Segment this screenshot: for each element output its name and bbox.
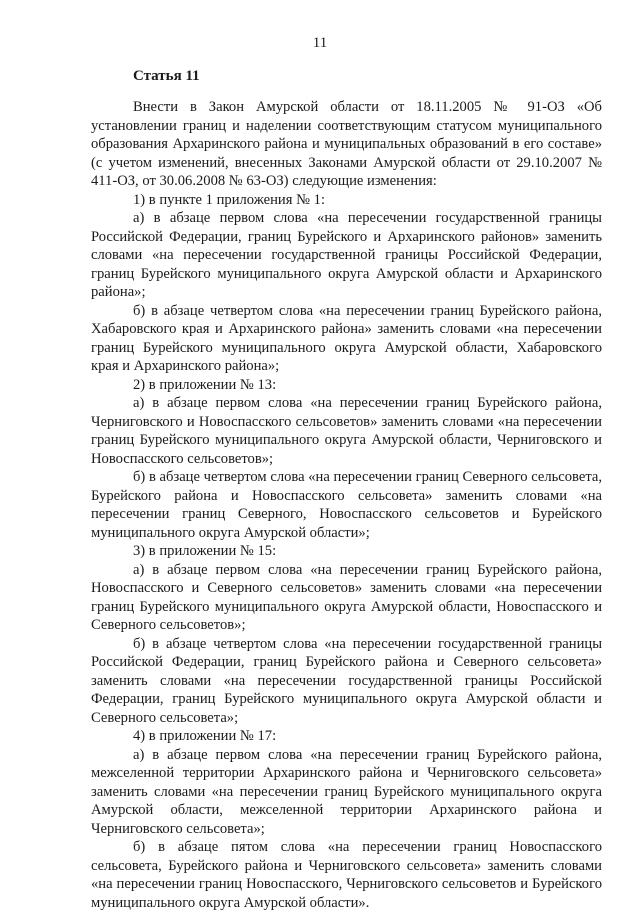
paragraph-item-3b: б) в абзаце четвертом слова «на пересечении государственной границы Российской Федерации, границ Бурейского района и Северного сельсовета» заменить словами «на пересечении государственной границы Российской Федерации, границ Бурейского муниципального округа Амурской области и Северного сельсовета»; xyxy=(91,635,602,726)
paragraph-item-4a: а) в абзаце первом слова «на пересечении границ Бурейского района, межселенной территории Архаринского района и Черниговского сельсовета» заменить словами «на пересечении границ Бурейского муниципального округа Амурской области, межселенной территории Архаринского района и Черниговского сельсовета»; xyxy=(91,746,602,837)
page-number: 11 xyxy=(312,35,328,51)
paragraph-item-4: 4) в приложении № 17: xyxy=(133,728,277,744)
paragraph-item-1: 1) в пункте 1 приложения № 1: xyxy=(133,191,326,208)
paragraph-item-3a: а) в абзаце первом слова «на пересечении границ Бурейского района, Новоспасского и Северного сельсоветов» заменить словами «на пересечении границ Бурейского муниципального округа Амурской области, Новоспасского и Северного сельсоветов»; xyxy=(91,561,602,633)
paragraph-item-2b: б) в абзаце четвертом слова «на пересечении границ Северного сельсовета, Бурейского района и Новоспасского сельсовета» заменить словами «на пересечении границ Северного, Новоспасского сельсоветов и Бурейского муниципального округа Амурской области»; xyxy=(91,469,602,541)
paragraph-item-1b: б) в абзаце четвертом слова «на пересечении границ Бурейского района, Хабаровского края и Архаринского района» заменить словами «на пересечении границ Бурейского муниципального округа Амурской области, Хабаровского края и Архаринского района»; xyxy=(91,302,602,374)
paragraph-intro: Внести в Закон Амурской области от 18.11.2005 № 91-ОЗ «Об установлении границ и наделении соответствующим статусом муниципального образования Архаринского района и муниципальных образований в его составе» (с учетом изменений, внесенных Законами Амурской области от 29.10.2007 № 411-ОЗ, от 30.06.2008 № 63-ОЗ) следующие изменения: xyxy=(91,99,602,189)
paragraph-item-2: 2) в приложении № 13: xyxy=(133,376,277,393)
article-title: Статья 11 xyxy=(133,68,200,84)
article-body xyxy=(91,98,602,912)
paragraph-item-2a: а) в абзаце первом слова «на пересечении границ Бурейского района, Черниговского и Новоспасского сельсоветов» заменить словами «на пересечении границ Бурейского муниципального округа Амурской области, Черниговского и Новоспасского сельсоветов»; xyxy=(91,395,602,467)
paragraph-item-4b: б) в абзаце пятом слова «на пересечении границ Новоспасского сельсовета, Бурейского района и Черниговского сельсовета» заменить словами «на пересечении границ Новоспасского, Черниговского сельсоветов и Бурейского муниципального округа Амурской области». xyxy=(91,839,602,911)
paragraph-item-1a: а) в абзаце первом слова «на пересечении государственной границы Российской Федерации, границ Бурейского и Архаринского районов» заменить словами «на пересечении государственной границы Российской Федерации, границ Бурейского муниципального округа Амурской области и Архаринского района»; xyxy=(91,210,602,300)
paragraph-item-3: 3) в приложении № 15: xyxy=(133,543,277,559)
